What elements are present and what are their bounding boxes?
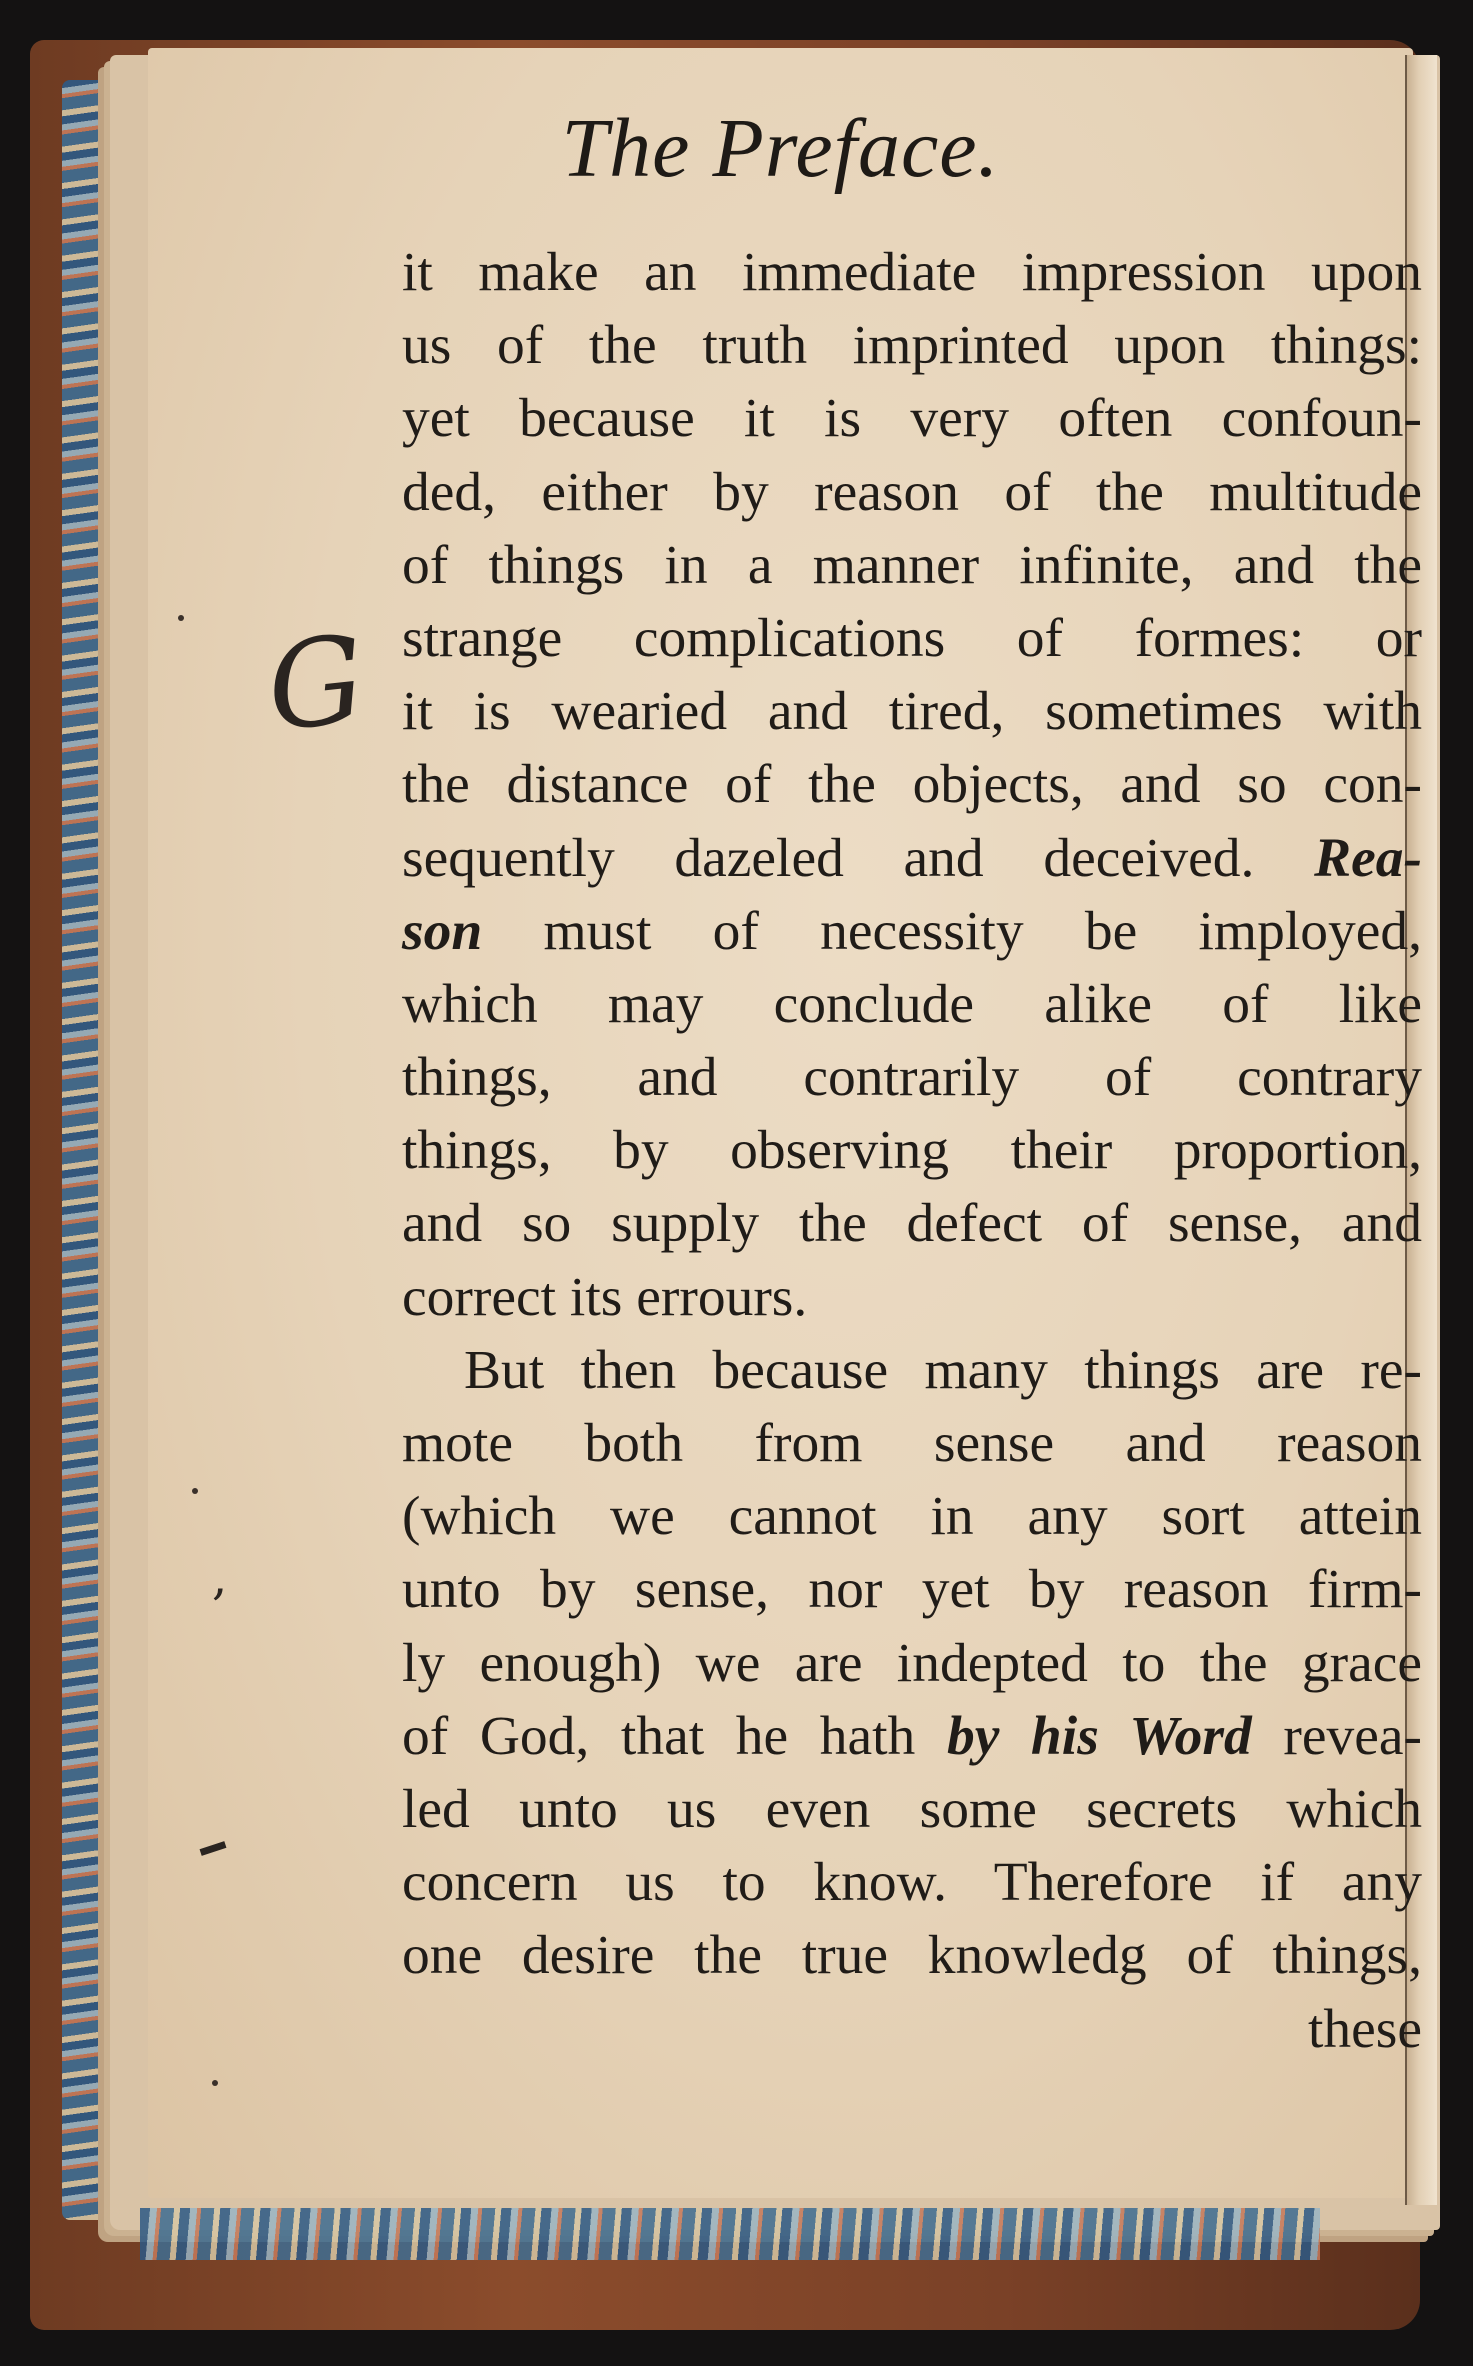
- italic-emphasis: son: [402, 900, 483, 962]
- text-line: and so supply the defect of sense, and: [402, 1193, 1422, 1255]
- text-line: [402, 822, 1422, 895]
- text-line: led unto us even some secrets which: [402, 1778, 1422, 1840]
- margin-pencil-mark: G: [260, 610, 371, 759]
- text-line: strange complications of formes: or: [402, 607, 1422, 669]
- text-line: [402, 1700, 1422, 1773]
- paper-speck: [192, 1488, 198, 1494]
- text-line: mote both from sense and reason: [402, 1413, 1422, 1474]
- text-line: of things in a manner infinite, and the: [402, 534, 1422, 596]
- italic-emphasis: by his Word: [946, 1705, 1252, 1767]
- running-head: The Preface.: [561, 102, 1000, 195]
- text-segment: revea-: [1283, 1705, 1423, 1767]
- margin-comma-mark: ,: [212, 1550, 228, 1606]
- italic-emphasis: Rea-: [1314, 827, 1422, 889]
- text-line: which may conclude alike of like: [402, 973, 1422, 1035]
- text-line: ly enough) we are indepted to the grace: [402, 1632, 1422, 1694]
- text-line: things, and contrarily of contrary: [402, 1047, 1422, 1109]
- text-line: things, by observing their proportion,: [402, 1120, 1422, 1182]
- text-line: concern us to know. Therefore if any: [402, 1852, 1422, 1914]
- text-line: the distance of the objects, and so con-: [402, 754, 1422, 816]
- marbled-endpaper-bottom: [140, 2208, 1320, 2260]
- page-text: [402, 236, 1422, 2066]
- text-line: unto by sense, nor yet by reason firm-: [402, 1559, 1422, 1621]
- text-line: ded, either by reason of the multitude: [402, 461, 1422, 523]
- text-line: one desire the true knowledg of things,: [402, 1925, 1422, 1987]
- text-segment: sequently dazeled and deceived.: [402, 827, 1255, 889]
- text-line: But then because many things are re-: [464, 1339, 1422, 1401]
- text-line: it make an immediate impression upon: [402, 242, 1422, 303]
- catchword: these: [1307, 1998, 1422, 2060]
- text-line: (which we cannot in any sort attein: [402, 1486, 1422, 1548]
- text-line: [402, 895, 1422, 968]
- text-line: us of the truth imprinted upon things:: [402, 315, 1422, 377]
- paper-speck: [212, 2080, 218, 2086]
- text-line: correct its errours.: [402, 1266, 808, 1328]
- paper-speck: [178, 615, 184, 621]
- text-segment: of God, that he hath: [402, 1705, 916, 1767]
- text-segment: must of necessity be imployed,: [543, 900, 1423, 962]
- text-line: yet because it is very often confoun-: [402, 388, 1422, 450]
- text-line: it is wearied and tired, sometimes with: [402, 681, 1422, 743]
